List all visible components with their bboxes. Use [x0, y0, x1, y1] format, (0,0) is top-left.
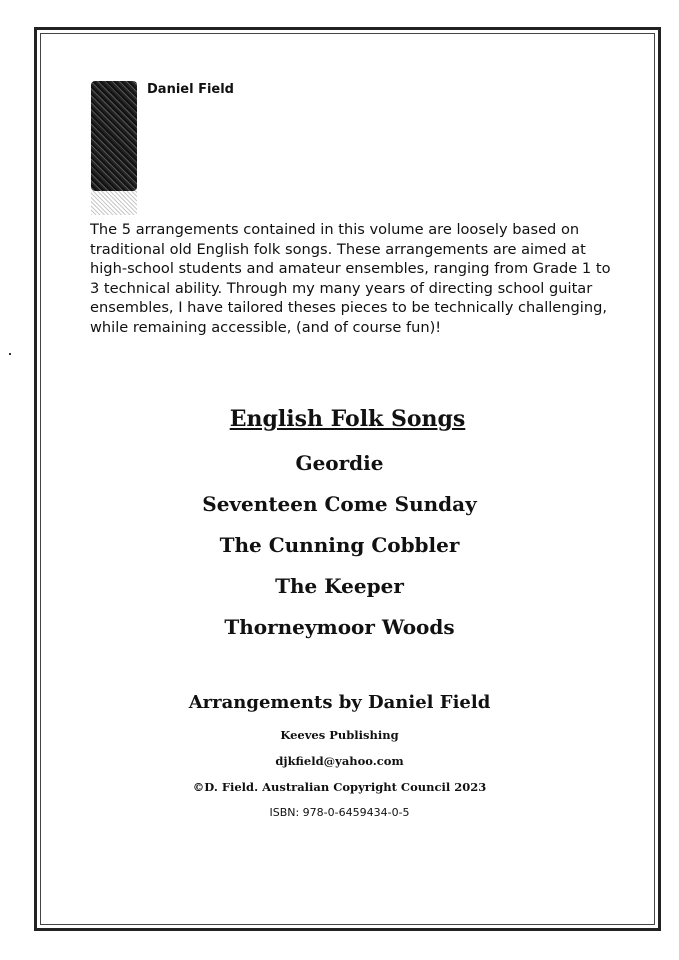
song-title: The Keeper	[275, 574, 404, 598]
author-name: Daniel Field	[147, 82, 234, 97]
isbn: ISBN: 978-0-6459434-0-5	[269, 806, 410, 819]
author-photo-reflection	[91, 191, 137, 215]
intro-paragraph: The 5 arrangements contained in this volume are loosely based on traditional old English folk songs. These arrangements are aimed at high-school students and amateur ensembles, ranging from Grade 1 to 3 technical ability. Through my many years of directing school guitar ensembles, I have tailored theses pieces to be technically challenging, while remaining accessible, (and of course fun)!	[90, 221, 611, 336]
collection-title: English Folk Songs	[229, 406, 466, 432]
publisher: Keeves Publishing	[280, 728, 399, 742]
scan-speck	[9, 353, 11, 355]
author-photo	[91, 81, 137, 191]
email: djkfield@yahoo.com	[275, 754, 404, 768]
arranger-credit: Arrangements by Daniel Field	[188, 692, 491, 713]
song-title: The Cunning Cobbler	[219, 533, 460, 557]
song-title: Seventeen Come Sunday	[202, 492, 477, 516]
song-title: Geordie	[295, 451, 384, 475]
copyright: ©D. Field. Australian Copyright Council 2023	[192, 780, 487, 794]
song-title: Thorneymoor Woods	[224, 615, 455, 639]
